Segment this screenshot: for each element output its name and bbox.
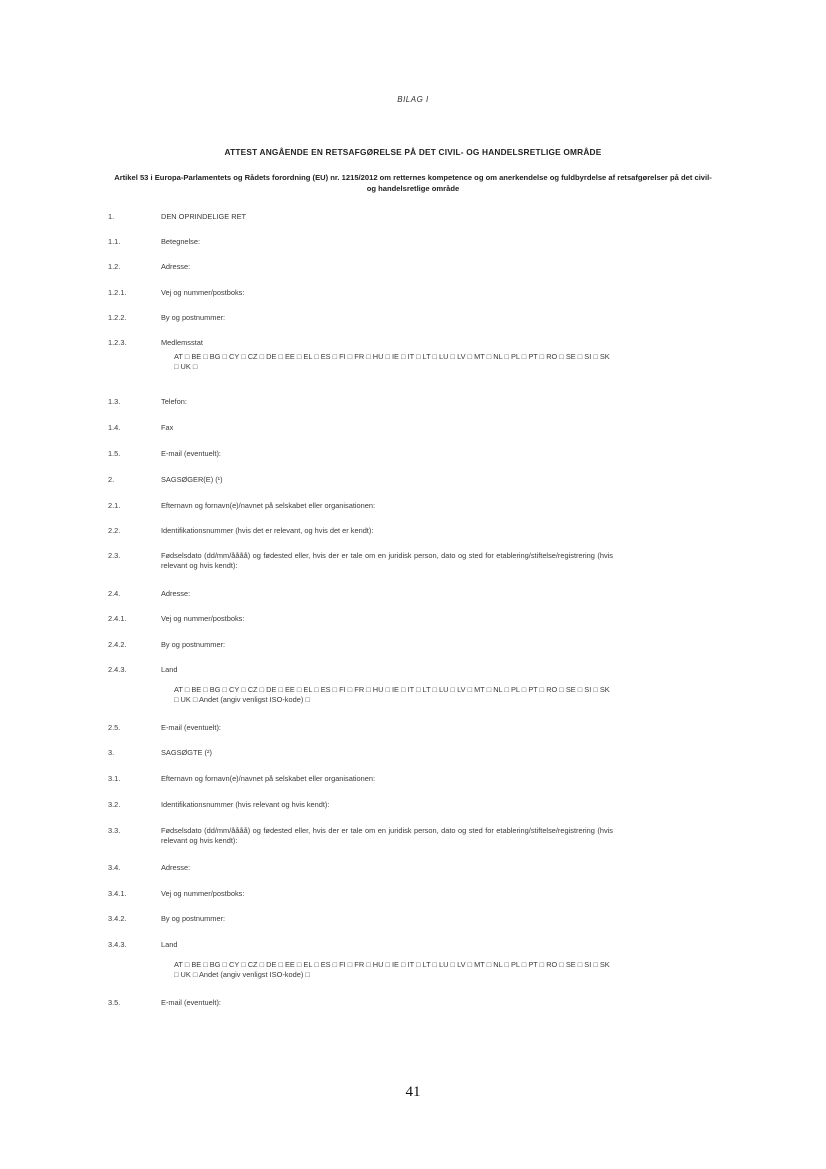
- row-number: 3.3.: [108, 826, 121, 835]
- row-number: 3.4.: [108, 863, 121, 872]
- row-label: E-mail (eventuelt):: [161, 449, 221, 458]
- row-number: 1.3.: [108, 397, 121, 406]
- row-label: Fax: [161, 423, 174, 432]
- row-number: 1.5.: [108, 449, 121, 458]
- row-number: 2.4.: [108, 589, 121, 598]
- row-label: Telefon:: [161, 397, 187, 406]
- document-subtitle: Artikel 53 i Europa-Parlamentets og Rådets forordning (EU) nr. 1215/2012 om retternes kompetence og om anerkendelse og fuldbyrdelse af retsafgørelser på det civil- og handelsretlige område: [114, 173, 712, 193]
- row-label: By og postnummer:: [161, 640, 226, 649]
- row-label: Vej og nummer/postboks:: [161, 889, 245, 898]
- row-label: Identifikationsnummer (hvis relevant og hvis kendt):: [161, 800, 330, 809]
- row-number: 2.4.3.: [108, 665, 127, 674]
- row-label: Land: [161, 665, 178, 674]
- row-label: E-mail (eventuelt):: [161, 998, 221, 1007]
- document-title: ATTEST ANGÅENDE EN RETSAFGØRELSE PÅ DET CIVIL- OG HANDELSRETLIGE OMRÅDE: [224, 147, 602, 157]
- row-label: Vej og nummer/postboks:: [161, 614, 245, 623]
- row-label: Fødselsdato (dd/mm/åååå) og fødested eller, hvis der er tale om en juridisk person, dato og sted for etablering/stiftelse/registrering (hvis relevant og hvis kendt):: [161, 551, 613, 570]
- row-label: SAGSØGER(E) (¹): [161, 475, 223, 484]
- row-label: Vej og nummer/postboks:: [161, 288, 245, 297]
- row-number: 3.: [108, 748, 115, 757]
- row-number: 3.4.2.: [108, 914, 127, 923]
- row-number: 1.2.: [108, 262, 121, 271]
- row-number: 2.4.1.: [108, 614, 127, 623]
- row-label: Betegnelse:: [161, 237, 201, 246]
- row-label: Identifikationsnummer (hvis det er relevant, og hvis det er kendt):: [161, 526, 374, 535]
- row-number: 2.5.: [108, 723, 121, 732]
- row-label: Efternavn og fornavn(e)/navnet på selskabet eller organisationen:: [161, 774, 376, 783]
- row-number: 3.2.: [108, 800, 121, 809]
- row-label: By og postnummer:: [161, 313, 226, 322]
- row-number: 3.1.: [108, 774, 121, 783]
- row-label: Efternavn og fornavn(e)/navnet på selskabet eller organisationen:: [161, 501, 376, 510]
- row-number: 1.2.1.: [108, 288, 127, 297]
- row-label: Adresse:: [161, 589, 191, 598]
- row-label: Adresse:: [161, 863, 191, 872]
- row-number: 2.2.: [108, 526, 121, 535]
- page-number: 41: [405, 1084, 421, 1100]
- row-number: 2.1.: [108, 501, 121, 510]
- member-state-options: AT □ BE □ BG □ CY □ CZ □ DE □ EE □ EL □ ES □ FI □ FR □ HU □ IE □ IT □ LT □ LU □ LV □ MT □ NL □ PL □ PT □ RO □ SE □ SI □ SK □ UK □: [174, 352, 610, 371]
- annex-label: BILAG I: [397, 95, 429, 104]
- row-label: SAGSØGTE (²): [161, 748, 212, 757]
- row-number: 3.4.1.: [108, 889, 127, 898]
- country-options: AT □ BE □ BG □ CY □ CZ □ DE □ EE □ EL □ ES □ FI □ FR □ HU □ IE □ IT □ LT □ LU □ LV □ MT □ NL □ PL □ PT □ RO □ SE □ SI □ SK □ UK □ Andet (angiv venligst ISO-kode) □: [174, 960, 610, 979]
- row-label: Adresse:: [161, 262, 191, 271]
- row-label: By og postnummer:: [161, 914, 226, 923]
- row-number: 3.4.3.: [108, 940, 127, 949]
- row-label: DEN OPRINDELIGE RET: [161, 212, 247, 221]
- row-number: 1.2.3.: [108, 338, 127, 347]
- row-number: 1.4.: [108, 423, 121, 432]
- row-number: 2.4.2.: [108, 640, 127, 649]
- row-label: E-mail (eventuelt):: [161, 723, 221, 732]
- row-number: 1.1.: [108, 237, 121, 246]
- row-label: Land: [161, 940, 178, 949]
- row-number: 1.2.2.: [108, 313, 127, 322]
- country-options: AT □ BE □ BG □ CY □ CZ □ DE □ EE □ EL □ ES □ FI □ FR □ HU □ IE □ IT □ LT □ LU □ LV □ MT □ NL □ PL □ PT □ RO □ SE □ SI □ SK □ UK □ Andet (angiv venligst ISO-kode) □: [174, 685, 610, 704]
- row-number: 2.3.: [108, 551, 121, 560]
- row-label: Medlemsstat: [161, 338, 203, 347]
- row-label: Fødselsdato (dd/mm/åååå) og fødested eller, hvis der er tale om en juridisk person, dato og sted for etablering/stiftelse/registrering (hvis relevant og hvis kendt):: [161, 826, 613, 845]
- row-number: 1.: [108, 212, 115, 221]
- row-number: 3.5.: [108, 998, 121, 1007]
- row-number: 2.: [108, 475, 115, 484]
